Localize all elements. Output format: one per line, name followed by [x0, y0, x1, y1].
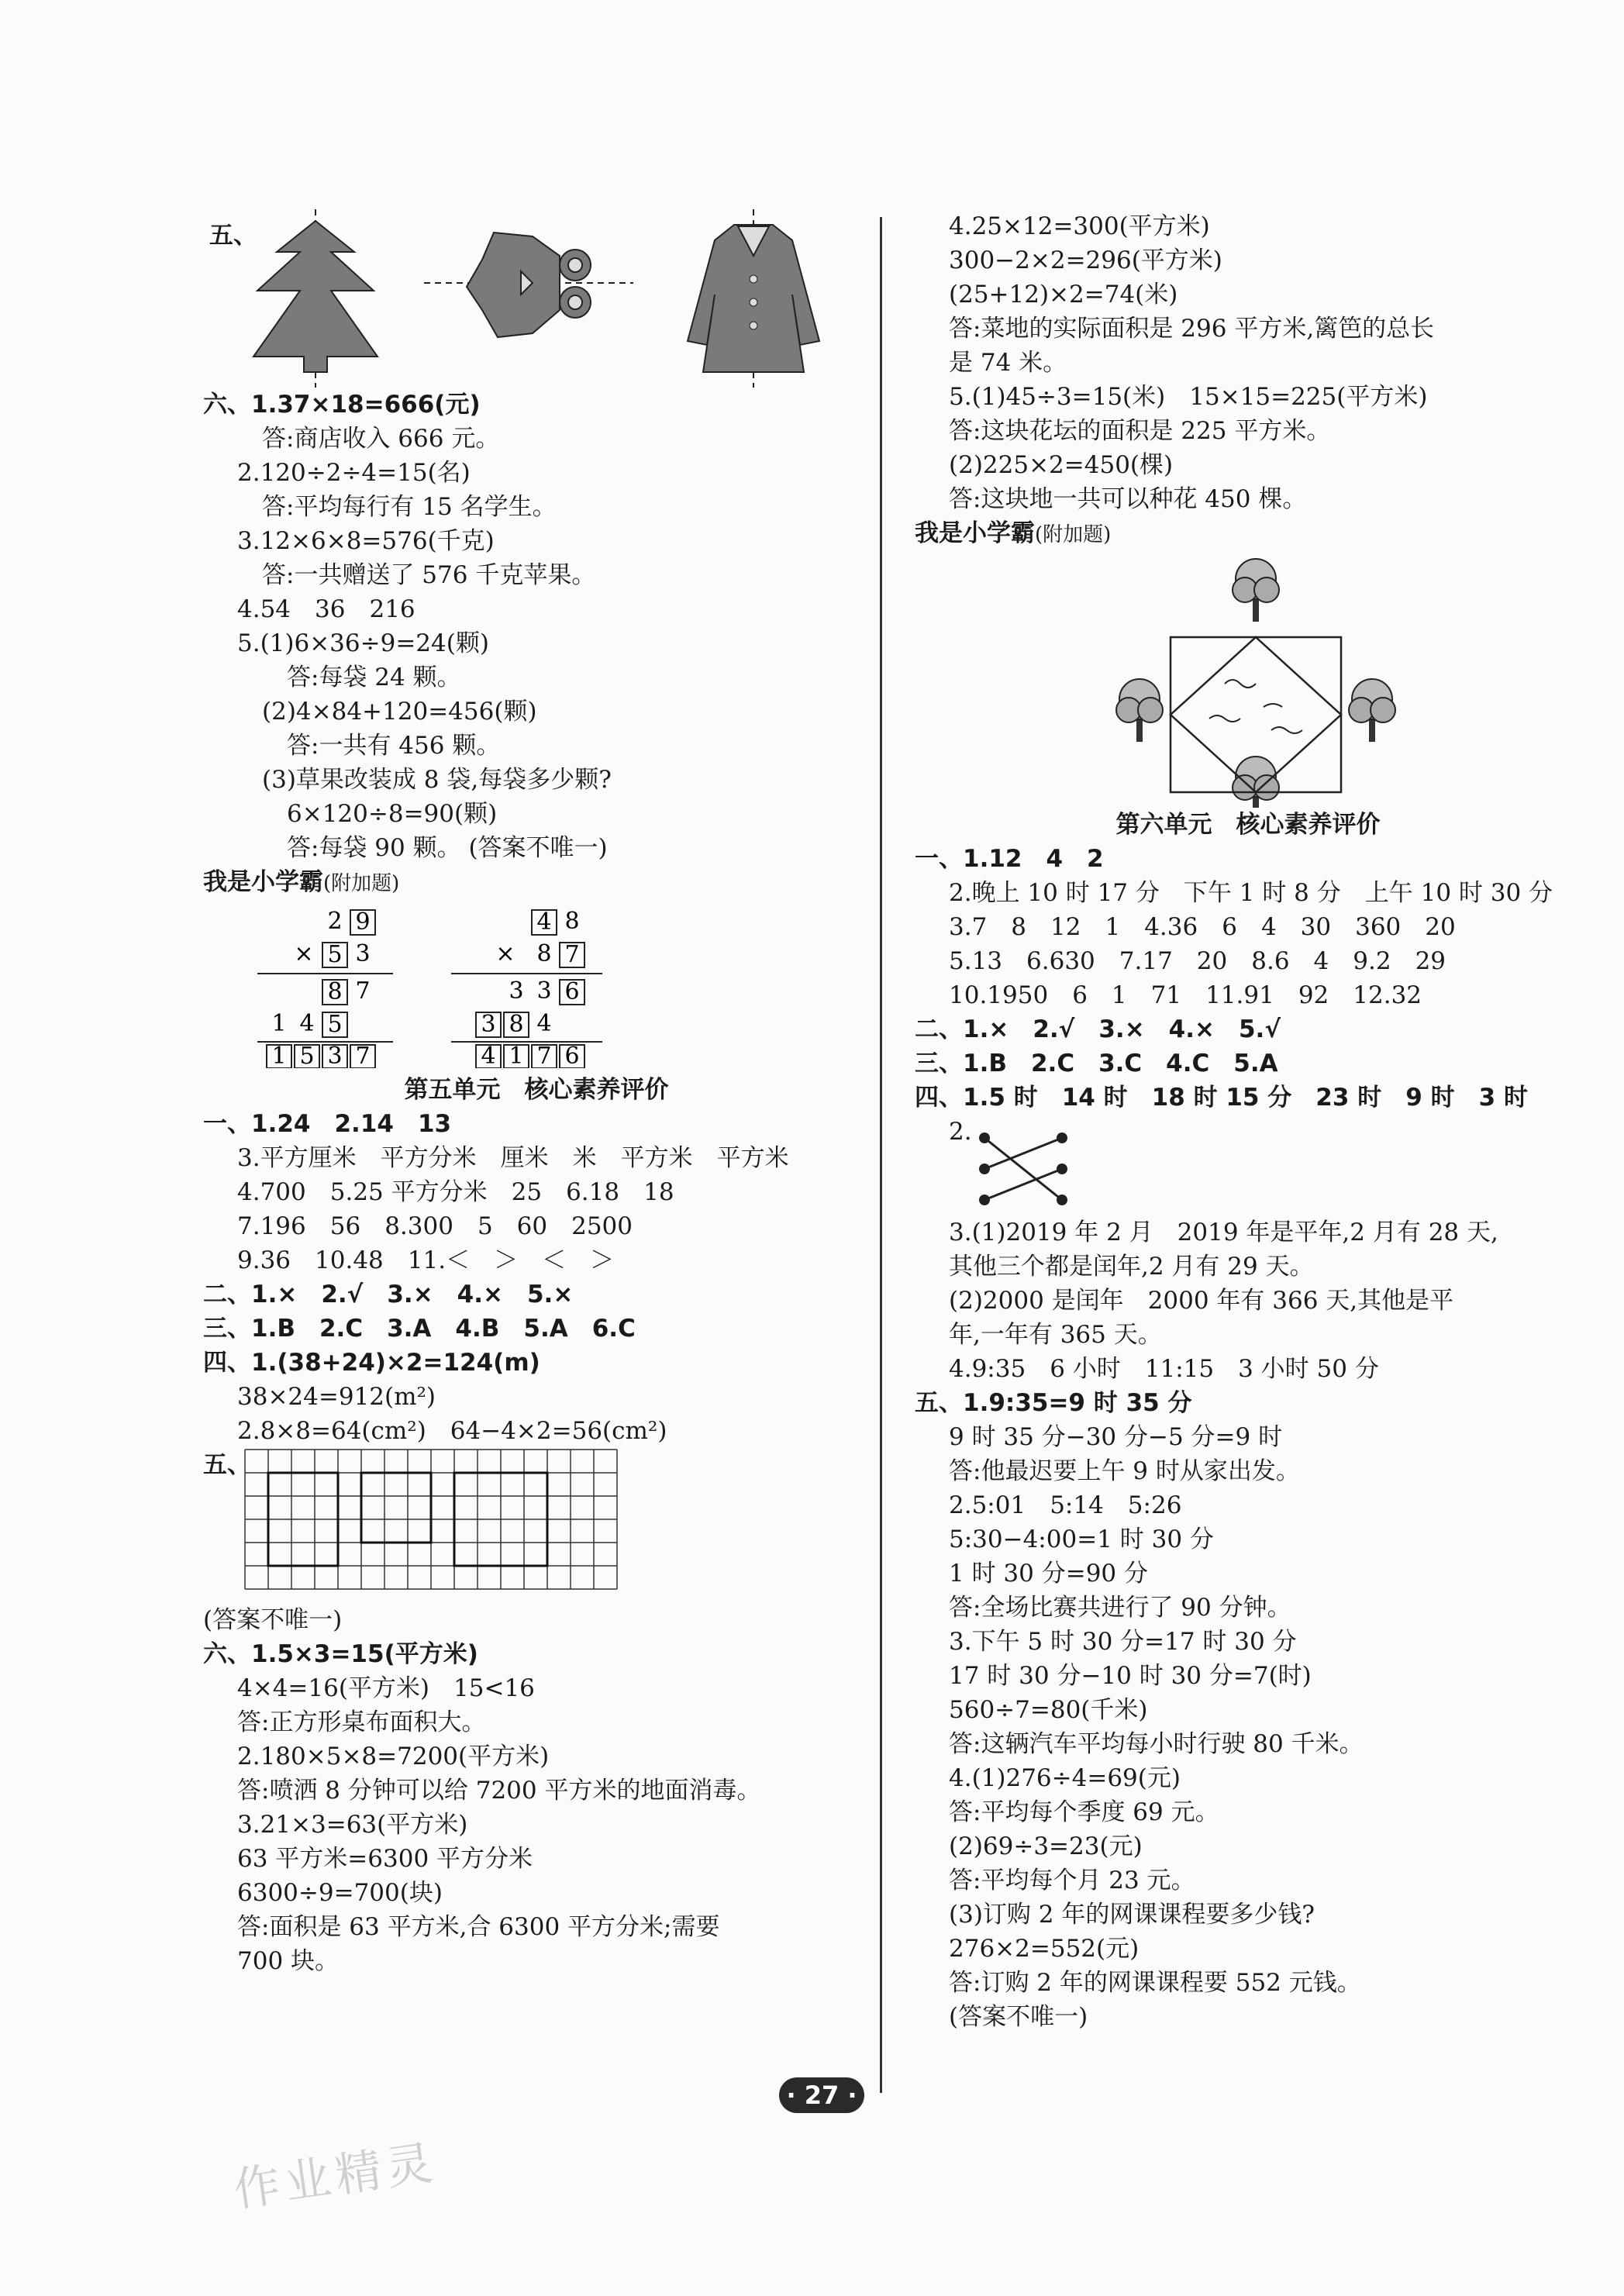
calc2-box-digit: 4	[481, 1043, 496, 1068]
calc2-times: ×	[495, 940, 515, 967]
right-bonus-title: 我是小学霸	[915, 519, 1035, 547]
unit5-q6-continued	[915, 209, 1581, 516]
calc2-box-digit: 4	[536, 908, 552, 936]
calc1-digit: 4	[299, 1010, 315, 1037]
calc2-digit: 3	[536, 977, 552, 1005]
answer-line: (2)225×2=450(棵)	[949, 451, 1174, 479]
answer-line: 答:每袋 24 颗。	[287, 664, 461, 691]
answer-line: 9 时 35 分−30 分−5 分=9 时	[949, 1423, 1283, 1451]
grid-label: 五、	[203, 1451, 251, 1479]
calc1-box-digit: 3	[327, 1043, 343, 1068]
calc1-box-digit: 5	[327, 941, 343, 968]
q6-line-1: 六、1.37×18=666(元)	[203, 391, 481, 419]
answer-line: 四、1.(38+24)×2=124(m)	[203, 1349, 540, 1377]
answer-line: 38×24=912(m²)	[237, 1383, 436, 1411]
answer-line: 答:喷洒 8 分钟可以给 7200 平方米的地面消毒。	[237, 1777, 761, 1805]
answer-line: 2.120÷2÷4=15(名)	[237, 459, 471, 487]
calc2-box-digit: 1	[509, 1043, 524, 1068]
answer-line: 答:这辆汽车平均每小时行驶 80 千米。	[949, 1730, 1364, 1758]
calc2-digit: 4	[536, 1010, 552, 1037]
tree-square-figure	[915, 552, 1581, 808]
calc1-digit: 7	[355, 977, 371, 1005]
answer-line: 三、1.B 2.C 3.C 4.C 5.A	[915, 1050, 1278, 1077]
tree-icon	[1116, 679, 1163, 742]
answer-line: 3.21×3=63(平方米)	[237, 1811, 468, 1839]
answer-line: 二、1.× 2.√ 3.× 4.× 5.×	[203, 1281, 574, 1308]
answer-line: 4×4=16(平方米) 15<16	[237, 1674, 535, 1702]
answer-line: 答:这块花坛的面积是 225 平方米。	[949, 417, 1331, 445]
calc1-box-digit: 8	[327, 978, 343, 1005]
symmetry-figures	[203, 209, 870, 388]
answer-line: 4.(1)276÷4=69(元)	[949, 1764, 1181, 1792]
answer-line: 一、1.12 4 2	[915, 845, 1104, 873]
answer-line: 答:这块地一共可以种花 450 棵。	[949, 485, 1307, 513]
answer-line: (3)订购 2 年的网课课程要多少钱?	[949, 1901, 1315, 1929]
answer-line: 3.(1)2019 年 2 月 2019 年是平年,2 月有 28 天,	[949, 1219, 1498, 1246]
calc2-box-digit: 6	[564, 978, 580, 1005]
answer-line: (3)草果改装成 8 袋,每袋多少颗?	[262, 766, 612, 794]
answer-line: 3.7 8 12 1 4.36 6 4 30 360 20	[949, 913, 1456, 941]
answer-line: 五、1.9:35=9 时 35 分	[915, 1389, 1192, 1417]
answer-line: 3.平方厘米 平方分米 厘米 米 平方米 平方米	[237, 1144, 789, 1172]
answer-line: 2.晚上 10 时 17 分 下午 1 时 8 分 上午 10 时 30 分	[949, 879, 1553, 907]
answer-line: (25+12)×2=74(米)	[949, 281, 1178, 309]
answer-line: 4.700 5.25 平方分米 25 6.18 18	[237, 1178, 674, 1206]
grid-question	[203, 1448, 870, 1603]
unit5-answers-continued	[203, 1603, 870, 1978]
answer-line: 4.9:35 6 小时 11:15 3 小时 50 分	[949, 1355, 1379, 1383]
coat-figure	[676, 209, 831, 388]
answer-line: 9.36 10.48 11.＜ ＞ ＜ ＞	[237, 1246, 615, 1274]
q5-label: 五、	[209, 222, 257, 250]
answer-line: 答:商店收入 666 元。	[262, 425, 500, 453]
multiplication-puzzles	[203, 905, 870, 1068]
answer-line: 三、1.B 2.C 3.A 4.B 5.A 6.C	[203, 1315, 636, 1343]
square-grid	[243, 1448, 740, 1603]
answer-line: 276×2=552(元)	[949, 1935, 1140, 1963]
calc2-digit: 8	[564, 908, 580, 935]
answer-line: 5:30−4:00=1 时 30 分	[949, 1525, 1214, 1553]
right-bonus-subtitle: (附加题)	[1035, 523, 1112, 546]
page-number: · 27 ·	[779, 2077, 864, 2113]
multiplication-puzzle-2	[451, 905, 606, 1068]
answer-line: 二、1.× 2.√ 3.× 4.× 5.√	[915, 1015, 1281, 1043]
multiplication-puzzle-1	[257, 905, 397, 1068]
answer-line: 其他三个都是闰年,2 月有 29 天。	[949, 1253, 1314, 1281]
tree-icon	[1349, 679, 1395, 742]
calc1-digit: 2	[327, 908, 343, 935]
bonus-subtitle: (附加题)	[323, 872, 400, 895]
answer-line: 6300÷9=700(块)	[237, 1879, 443, 1907]
answer-line: 10.1950 6 1 71 11.91 92 12.32	[949, 981, 1422, 1009]
calc1-box-digit: 1	[271, 1043, 287, 1068]
matching-lines	[977, 1122, 1132, 1223]
answer-line: 700 块。	[237, 1947, 340, 1975]
answer-line: (2)4×84+120=456(颗)	[262, 698, 537, 726]
matching-diagram	[915, 1115, 1581, 1215]
answer-line: 4.25×12=300(平方米)	[949, 212, 1210, 240]
answer-line: 5.(1)6×36÷9=24(颗)	[237, 629, 489, 657]
answer-line: 3.下午 5 时 30 分=17 时 30 分	[949, 1628, 1297, 1656]
answer-line: 6×120÷8=90(颗)	[287, 800, 498, 828]
answer-line: 答:平均每个月 23 元。	[949, 1867, 1195, 1894]
right-bonus-heading	[915, 516, 1581, 552]
bonus-title: 我是小学霸	[203, 868, 323, 896]
calc1-box-digit: 5	[327, 1011, 343, 1038]
answer-line: (答案不唯一)	[949, 2003, 1088, 2031]
calc1-times: ×	[294, 940, 314, 967]
answer-line: 答:一共赠送了 576 千克苹果。	[262, 561, 596, 589]
unit6-answers-continued	[915, 1215, 1581, 2034]
q6-answers	[203, 422, 870, 865]
answer-line: 2.180×5×8=7200(平方米)	[237, 1743, 550, 1770]
answer-line: 5.(1)45÷3=15(米) 15×15=225(平方米)	[949, 383, 1428, 411]
answer-line: 17 时 30 分−10 时 30 分=7(时)	[949, 1662, 1312, 1690]
answer-line: (2)69÷3=23(元)	[949, 1832, 1143, 1860]
calc2-digit: 8	[536, 940, 552, 967]
calc2-box-digit: 6	[564, 1043, 580, 1068]
bonus-heading	[203, 865, 870, 901]
left-column	[203, 209, 870, 1978]
answer-line: 答:订购 2 年的网课课程要 552 元钱。	[949, 1969, 1361, 1997]
unit6-answers	[915, 842, 1581, 1115]
unit5-title: 第五单元 核心素养评价	[404, 1076, 669, 1104]
answer-line: 7.196 56 8.300 5 60 2500	[237, 1212, 633, 1240]
answer-line: 4.54 36 216	[237, 595, 415, 623]
answer-line: 答:平均每行有 15 名学生。	[262, 493, 557, 521]
answer-line: 560÷7=80(千米)	[949, 1696, 1148, 1724]
answer-line: 1 时 30 分=90 分	[949, 1560, 1149, 1588]
answer-line: 5.13 6.630 7.17 20 8.6 4 9.2 29	[949, 947, 1446, 975]
tree-icon	[1233, 757, 1279, 808]
calc2-box-digit: 7	[564, 941, 580, 968]
answer-line: 答:一共有 456 颗。	[287, 732, 501, 760]
answer-line: 答:每袋 90 颗。 (答案不唯一)	[287, 834, 608, 862]
answer-line: 是 74 米。	[949, 349, 1067, 377]
answer-line: 答:正方形桌布面积大。	[237, 1708, 486, 1736]
calc2-box-digit: 3	[481, 1011, 496, 1038]
match-label: 2.	[949, 1118, 972, 1146]
tree-icon	[1233, 559, 1279, 622]
column-divider	[880, 217, 882, 2093]
answer-line: 答:他最迟要上午 9 时从家出发。	[949, 1457, 1300, 1485]
calc2-digit: 3	[509, 977, 524, 1005]
answer-line: 答:全场比赛共进行了 90 分钟。	[949, 1594, 1291, 1622]
calc1-digit: 3	[355, 940, 371, 967]
bear-figure	[424, 209, 633, 388]
calc1-box-digit: 7	[355, 1043, 371, 1068]
answer-line: 四、1.5 时 14 时 18 时 15 分 23 时 9 时 3 时	[915, 1084, 1528, 1112]
answer-line: 2.5:01 5:14 5:26	[949, 1491, 1182, 1519]
unit6-title: 第六单元 核心素养评价	[1115, 811, 1381, 839]
calc2-box-digit: 8	[509, 1011, 524, 1038]
answer-line: 3.12×6×8=576(千克)	[237, 527, 495, 555]
answer-line: 答:菜地的实际面积是 296 平方米,篱笆的总长	[949, 315, 1435, 343]
answer-line: 2.8×8=64(cm²) 64−4×2=56(cm²)	[237, 1417, 667, 1445]
tree-square-diagram	[915, 552, 1581, 808]
answer-line: 年,一年有 365 天。	[949, 1321, 1162, 1349]
answer-line: 答:平均每个季度 69 元。	[949, 1798, 1219, 1826]
calc1-box-digit: 9	[355, 908, 371, 936]
answer-line: (2)2000 是闰年 2000 年有 366 天,其他是平	[949, 1287, 1454, 1315]
right-column	[915, 209, 1581, 2034]
tree-figure	[246, 209, 385, 388]
answer-line: (答案不唯一)	[203, 1606, 343, 1634]
answer-line: 六、1.5×3=15(平方米)	[203, 1640, 478, 1668]
answer-line: 一、1.24 2.14 13	[203, 1110, 452, 1138]
calc1-box-digit: 5	[299, 1043, 315, 1068]
unit5-answers	[203, 1107, 870, 1448]
calc1-digit: 1	[271, 1010, 287, 1037]
answer-line: 300−2×2=296(平方米)	[949, 246, 1222, 274]
calc2-box-digit: 7	[536, 1043, 552, 1068]
answer-line: 答:面积是 63 平方米,合 6300 平方分米;需要	[237, 1913, 720, 1941]
answer-line: 63 平方米=6300 平方分米	[237, 1845, 533, 1873]
grid-answer-rect	[361, 1473, 431, 1543]
watermark: 作业精灵	[230, 2135, 441, 2218]
